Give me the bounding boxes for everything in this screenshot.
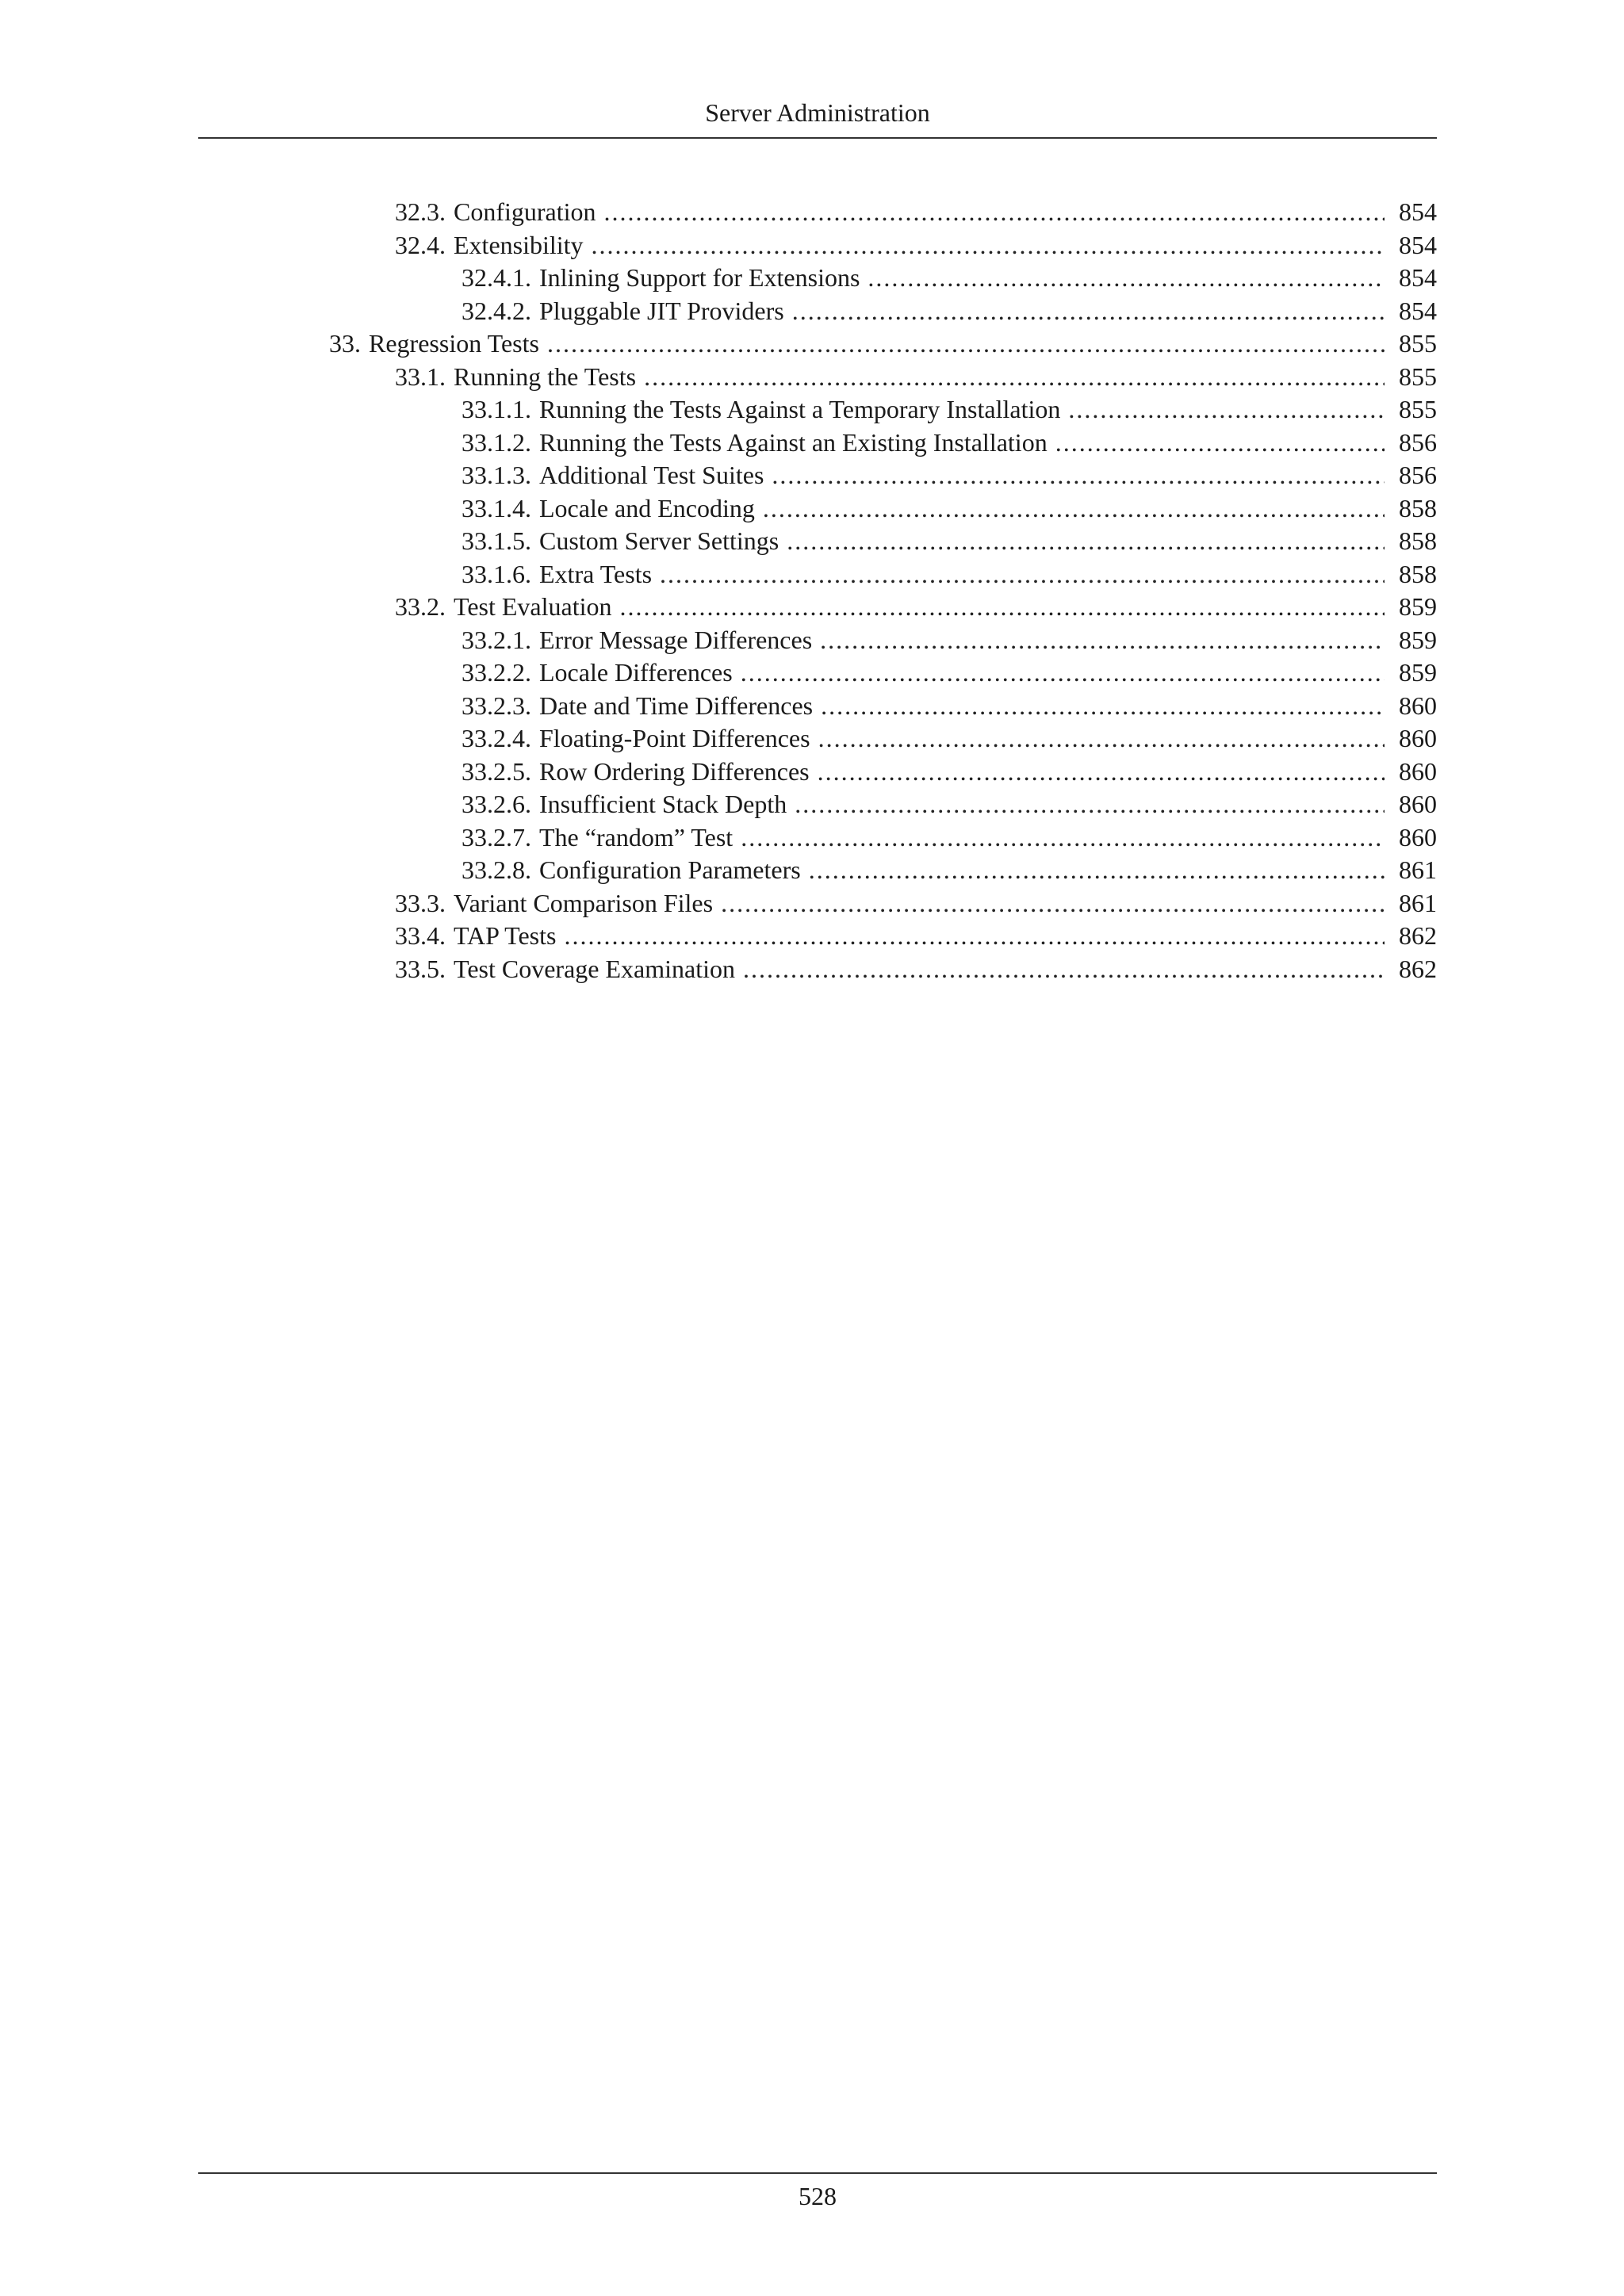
toc-entry-title: Floating-Point Differences bbox=[539, 724, 810, 752]
toc-entry-33-2-2[interactable] bbox=[0, 655, 1437, 690]
toc-entry-page: 854 bbox=[1399, 263, 1437, 292]
toc-entry-number: 33.4. bbox=[395, 921, 446, 950]
toc-entry-title: Configuration Parameters bbox=[539, 855, 801, 884]
toc-entry-number: 33.2.3. bbox=[462, 691, 531, 720]
dot-leader bbox=[792, 293, 1385, 328]
toc-entry-33-1-6[interactable] bbox=[0, 557, 1437, 591]
toc-entry-page: 858 bbox=[1399, 493, 1437, 522]
dot-leader bbox=[741, 655, 1385, 690]
toc-entry-number: 33.5. bbox=[395, 954, 446, 983]
toc-entry-number: 33.1.3. bbox=[462, 461, 531, 489]
toc-entry-page: 859 bbox=[1399, 658, 1437, 687]
toc-entry-page: 854 bbox=[1399, 230, 1437, 259]
toc-entry-title: Insufficient Stack Depth bbox=[539, 790, 787, 818]
toc-entry-title: Custom Server Settings bbox=[539, 526, 779, 555]
toc-entry-number: 33.2. bbox=[395, 592, 446, 621]
toc-entry-33-1-2[interactable] bbox=[0, 425, 1437, 460]
toc-entry-page: 856 bbox=[1399, 461, 1437, 489]
dot-leader bbox=[741, 820, 1385, 855]
running-header: Server Administration bbox=[705, 98, 930, 127]
toc-entry-33[interactable] bbox=[0, 326, 1437, 361]
toc-entry-33-2-5[interactable] bbox=[0, 754, 1437, 789]
toc-entry-33-2-3[interactable] bbox=[0, 688, 1437, 723]
toc-entry-page: 861 bbox=[1399, 888, 1437, 917]
toc-entry-33-5[interactable] bbox=[0, 951, 1437, 986]
toc-entry-33-2-7[interactable] bbox=[0, 820, 1437, 855]
dot-leader bbox=[795, 786, 1385, 821]
dot-leader bbox=[763, 491, 1385, 526]
toc-entry-33-1-5[interactable] bbox=[0, 523, 1437, 558]
toc-entry-33-1[interactable] bbox=[0, 359, 1437, 394]
toc-entry-page: 861 bbox=[1399, 855, 1437, 884]
toc-entry-number: 32.3. bbox=[395, 197, 446, 226]
dot-leader bbox=[604, 194, 1385, 229]
toc-entry-title: Pluggable JIT Providers bbox=[539, 296, 784, 325]
toc-entry-page: 860 bbox=[1399, 790, 1437, 818]
toc-entry-title: Row Ordering Differences bbox=[539, 756, 810, 786]
toc-entry-page: 860 bbox=[1399, 756, 1437, 786]
toc-entry-page: 855 bbox=[1399, 329, 1437, 358]
toc-entry-page: 862 bbox=[1399, 921, 1437, 950]
toc-entry-number: 33.1.4. bbox=[462, 493, 531, 522]
dot-leader bbox=[868, 260, 1385, 295]
dot-leader bbox=[820, 622, 1385, 657]
toc-entry-number: 33.1.5. bbox=[462, 526, 531, 555]
dot-leader bbox=[564, 918, 1385, 953]
toc-entry-number: 33. bbox=[329, 329, 361, 358]
toc-entry-page: 856 bbox=[1399, 427, 1437, 457]
toc-entry-33-1-1[interactable] bbox=[0, 392, 1437, 427]
toc-entry-number: 33.2.4. bbox=[462, 724, 531, 752]
toc-entry-number: 33.2.7. bbox=[462, 822, 531, 851]
toc-entry-title: Extensibility bbox=[454, 230, 584, 259]
toc-entry-number: 33.1. bbox=[395, 362, 446, 391]
toc-entry-number: 33.1.2. bbox=[462, 427, 531, 457]
toc-entry-title: Running the Tests Against a Temporary Installation bbox=[539, 395, 1061, 423]
toc-entry-32-4-2[interactable] bbox=[0, 293, 1437, 328]
toc-entry-title: Locale and Encoding bbox=[539, 493, 755, 522]
dot-leader bbox=[592, 228, 1385, 262]
toc-entry-number: 33.3. bbox=[395, 888, 446, 917]
toc-entry-title: Inlining Support for Extensions bbox=[539, 263, 860, 292]
toc-entry-title: Test Evaluation bbox=[454, 592, 612, 621]
dot-leader bbox=[644, 359, 1385, 394]
footer-rule bbox=[198, 2172, 1437, 2174]
toc-entry-title: Running the Tests bbox=[454, 362, 637, 391]
toc-entry-33-1-4[interactable] bbox=[0, 491, 1437, 526]
toc-entry-page: 862 bbox=[1399, 954, 1437, 983]
dot-leader bbox=[1068, 392, 1385, 427]
toc-entry-32-4[interactable] bbox=[0, 228, 1437, 262]
toc-entry-32-4-1[interactable] bbox=[0, 260, 1437, 295]
dot-leader bbox=[619, 589, 1385, 624]
toc-entry-title: Date and Time Differences bbox=[539, 691, 814, 720]
toc-entry-33-2-4[interactable] bbox=[0, 721, 1437, 756]
header-rule bbox=[198, 137, 1437, 139]
toc-entry-title: Test Coverage Examination bbox=[454, 954, 735, 983]
toc-entry-33-2[interactable] bbox=[0, 589, 1437, 624]
toc-entry-number: 33.2.1. bbox=[462, 625, 531, 654]
toc-entry-title: Locale Differences bbox=[539, 658, 733, 687]
dot-leader bbox=[721, 886, 1385, 920]
toc-entry-title: Variant Comparison Files bbox=[454, 888, 714, 917]
toc-entry-33-2-1[interactable] bbox=[0, 622, 1437, 657]
dot-leader bbox=[809, 852, 1385, 887]
dot-leader bbox=[1055, 425, 1385, 460]
toc-entry-number: 32.4. bbox=[395, 230, 446, 259]
toc-entry-number: 32.4.1. bbox=[462, 263, 531, 292]
toc-entry-number: 33.1.1. bbox=[462, 395, 531, 423]
toc-entry-page: 860 bbox=[1399, 822, 1437, 851]
dot-leader bbox=[743, 951, 1385, 986]
toc-entry-33-2-8[interactable] bbox=[0, 852, 1437, 887]
toc-entry-title: Regression Tests bbox=[369, 329, 539, 358]
toc-entry-page: 860 bbox=[1399, 691, 1437, 720]
toc-entry-number: 32.4.2. bbox=[462, 296, 531, 325]
dot-leader bbox=[818, 754, 1385, 789]
dot-leader bbox=[787, 523, 1385, 558]
toc-entry-number: 33.2.8. bbox=[462, 855, 531, 884]
toc-entry-number: 33.2.2. bbox=[462, 658, 531, 687]
toc-entry-title: Additional Test Suites bbox=[539, 461, 764, 489]
toc-entry-page: 858 bbox=[1399, 526, 1437, 555]
toc-entry-page: 860 bbox=[1399, 724, 1437, 752]
toc-entry-page: 854 bbox=[1399, 197, 1437, 226]
toc-entry-title: Configuration bbox=[454, 197, 596, 226]
toc-entry-33-4[interactable] bbox=[0, 918, 1437, 953]
toc-entry-33-1-3[interactable] bbox=[0, 457, 1437, 492]
toc-entry-page: 858 bbox=[1399, 559, 1437, 588]
toc-entry-page: 854 bbox=[1399, 296, 1437, 325]
toc-entry-title: The “random” Test bbox=[539, 822, 733, 851]
dot-leader bbox=[821, 688, 1385, 723]
page-number: 528 bbox=[799, 2182, 837, 2210]
toc-entry-page: 859 bbox=[1399, 625, 1437, 654]
dot-leader bbox=[660, 557, 1385, 591]
toc-entry-title: Extra Tests bbox=[539, 559, 653, 588]
toc-entry-33-3[interactable] bbox=[0, 886, 1437, 920]
toc-entry-title: Running the Tests Against an Existing Installation bbox=[539, 427, 1048, 457]
toc-entry-32-3[interactable] bbox=[0, 194, 1437, 229]
toc-entry-number: 33.1.6. bbox=[462, 559, 531, 588]
toc-entry-33-2-6[interactable] bbox=[0, 786, 1437, 821]
toc-entry-number: 33.2.6. bbox=[462, 790, 531, 818]
toc-entry-title: Error Message Differences bbox=[539, 625, 813, 654]
dot-leader bbox=[818, 721, 1385, 756]
toc-entry-page: 859 bbox=[1399, 592, 1437, 621]
toc-entry-number: 33.2.5. bbox=[462, 756, 531, 786]
dot-leader bbox=[547, 326, 1385, 361]
toc-entry-title: TAP Tests bbox=[454, 921, 557, 950]
toc-entry-page: 855 bbox=[1399, 395, 1437, 423]
toc-entry-page: 855 bbox=[1399, 362, 1437, 391]
dot-leader bbox=[772, 457, 1385, 492]
